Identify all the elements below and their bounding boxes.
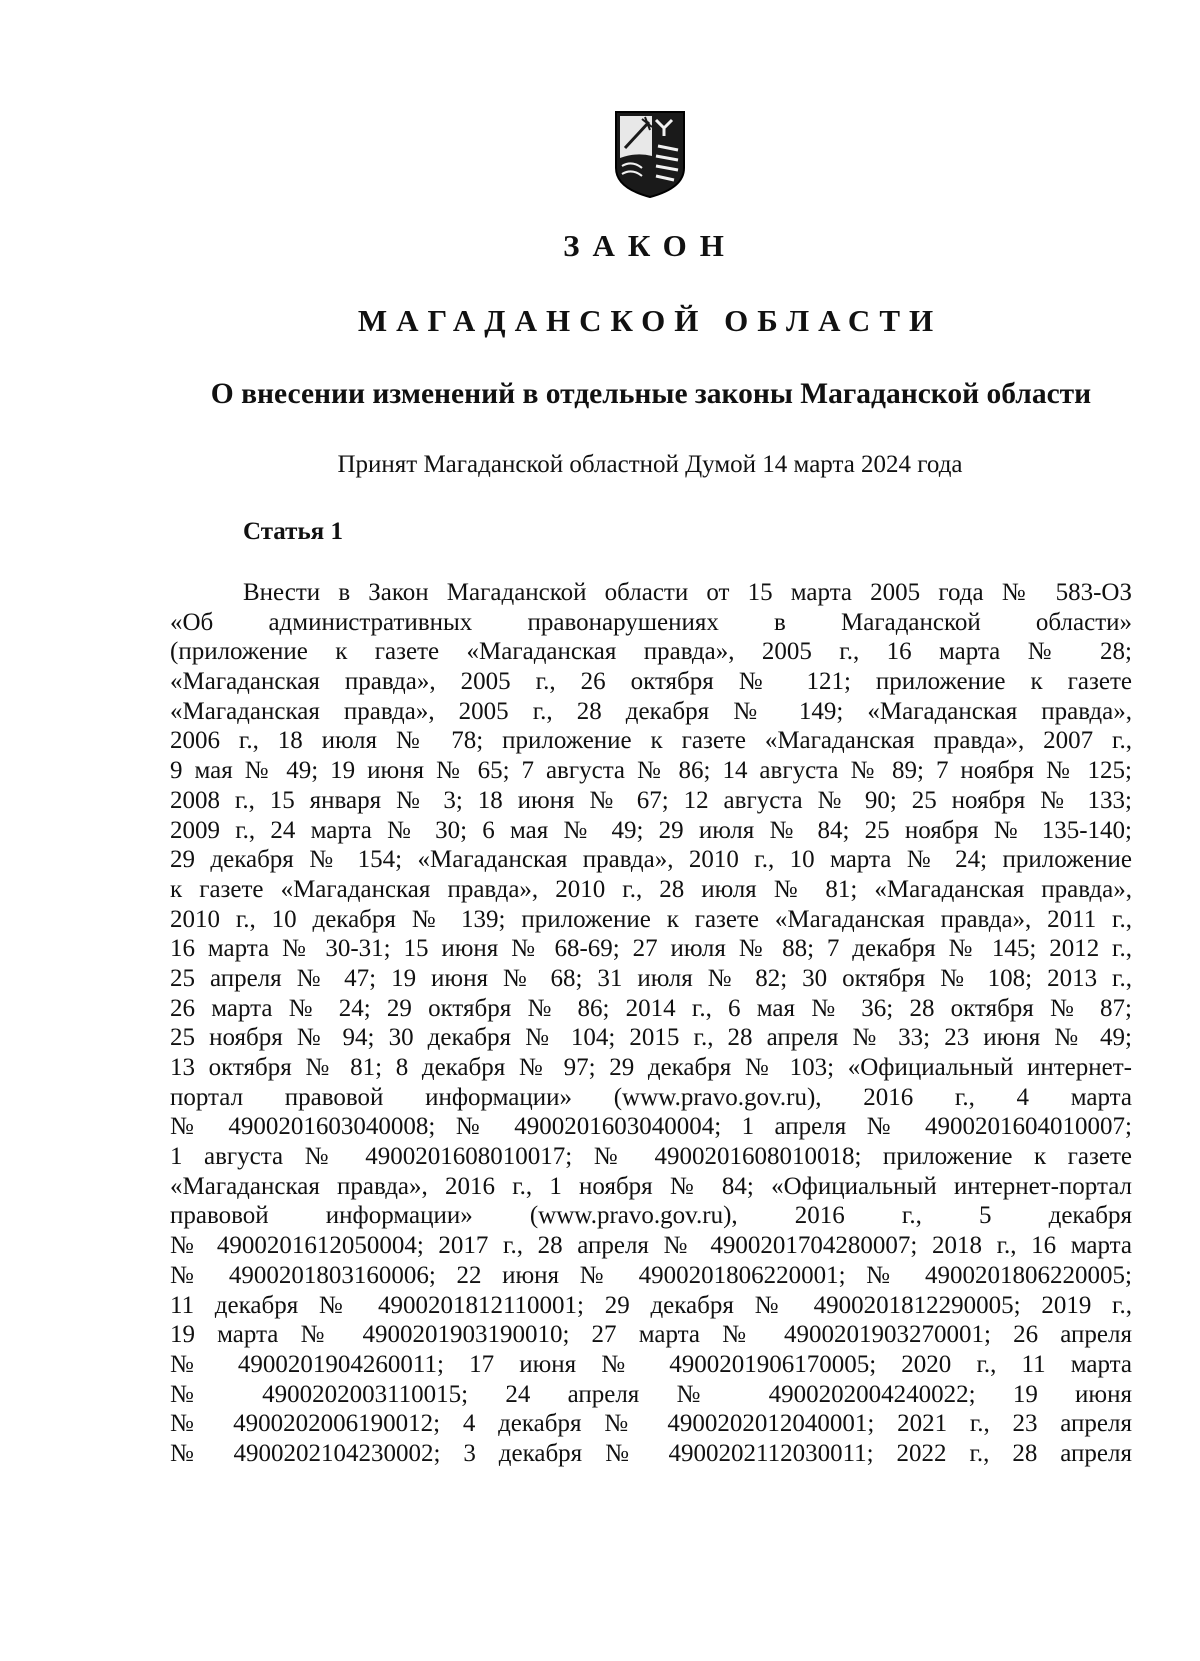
body-line: № 4900202003110015; 24 апреля № 4900202004240022; 19 июня [170, 1380, 1132, 1408]
article-body [170, 578, 1132, 1469]
body-line: «Об административных правонарушениях в Магаданской области» [170, 608, 1132, 636]
body-line: 2008 г., 15 января № 3; 18 июня № 67; 12 августа № 90; 25 ноября № 133; [170, 786, 1132, 814]
law-title: О внесении изменений в отдельные законы Магаданской области [210, 378, 1092, 410]
body-line: 29 декабря № 154; «Магаданская правда», 2010 г., 10 марта № 24; приложение [170, 846, 1132, 874]
article-heading: Статья 1 [243, 518, 343, 545]
body-line: 13 октября № 81; 8 декабря № 97; 29 декабря № 103; «Официальный интернет- [170, 1054, 1132, 1081]
body-line: № 4900202104230002; 3 декабря № 4900202112030011; 2022 г., 28 апреля [170, 1439, 1132, 1467]
body-line: 2010 г., 10 декабря № 139; приложение к газете «Магаданская правда», 2011 г., [170, 905, 1132, 933]
body-line: 9 мая № 49; 19 июня № 65; 7 августа № 86; 14 августа № 89; 7 ноября № 125; [170, 757, 1132, 785]
body-line: (приложение к газете «Магаданская правда», 2005 г., 16 марта № 28; [170, 638, 1132, 666]
body-line: № 4900201603040008; № 4900201603040004; 1 апреля № 4900201604010007; [170, 1113, 1132, 1141]
body-line: 16 марта № 30-31; 15 июня № 68-69; 27 июля № 88; 7 декабря № 145; 2012 г., [170, 935, 1132, 963]
body-line: 26 марта № 24; 29 октября № 86; 2014 г., 6 мая № 36; 28 октября № 87; [170, 994, 1132, 1022]
body-line: 11 декабря № 4900201812110001; 29 декабря № 4900201812290005; 2019 г., [170, 1291, 1132, 1319]
region-heading: МАГАДАНСКОЙ ОБЛАСТИ [357, 303, 943, 338]
body-line: правовой информации» (www.pravo.gov.ru), 2016 г., 5 декабря [170, 1202, 1132, 1230]
body-line: 2006 г., 18 июля № 78; приложение к газете «Магаданская правда», 2007 г., [170, 727, 1132, 755]
body-line: «Магаданская правда», 2016 г., 1 ноября № 84; «Официальный интернет-портал [170, 1172, 1132, 1200]
body-line: 25 апреля № 47; 19 июня № 68; 31 июля № 82; 30 октября № 108; 2013 г., [170, 964, 1132, 992]
document-type-heading: ЗАКОН [563, 228, 737, 263]
body-line: 19 марта № 4900201903190010; 27 марта № 4900201903270001; 26 апреля [170, 1321, 1132, 1349]
adoption-line: Принят Магаданской областной Думой 14 марта 2024 года [337, 451, 963, 478]
body-line: 2009 г., 24 марта № 30; 6 мая № 49; 29 июля № 84; 25 ноября № 135-140; [170, 816, 1132, 844]
body-line: № 4900201904260011; 17 июня № 4900201906170005; 2020 г., 11 марта [170, 1350, 1132, 1378]
body-line: № 4900202006190012; 4 декабря № 4900202012040001; 2021 г., 23 апреля [170, 1410, 1132, 1438]
body-line: Внести в Закон Магаданской области от 15 марта 2005 года № 583-ОЗ [243, 579, 1132, 606]
body-line: «Магаданская правда», 2005 г., 28 декабря № 149; «Магаданская правда», [170, 697, 1132, 725]
body-line: 25 ноября № 94; 30 декабря № 104; 2015 г., 28 апреля № 33; 23 июня № 49; [170, 1024, 1132, 1052]
body-line: портал правовой информации» (www.pravo.gov.ru), 2016 г., 4 марта [170, 1083, 1132, 1111]
body-line: «Магаданская правда», 2005 г., 26 октября № 121; приложение к газете [170, 668, 1132, 696]
body-line: № 4900201803160006; 22 июня № 4900201806220001; № 4900201806220005; [170, 1261, 1132, 1289]
body-line: № 4900201612050004; 2017 г., 28 апреля № 4900201704280007; 2018 г., 16 марта [170, 1232, 1132, 1260]
body-line: 1 августа № 4900201608010017; № 4900201608010018; приложение к газете [170, 1143, 1132, 1171]
coat-of-arms-icon [612, 108, 688, 200]
body-line: к газете «Магаданская правда», 2010 г., 28 июля № 81; «Магаданская правда», [170, 875, 1132, 903]
